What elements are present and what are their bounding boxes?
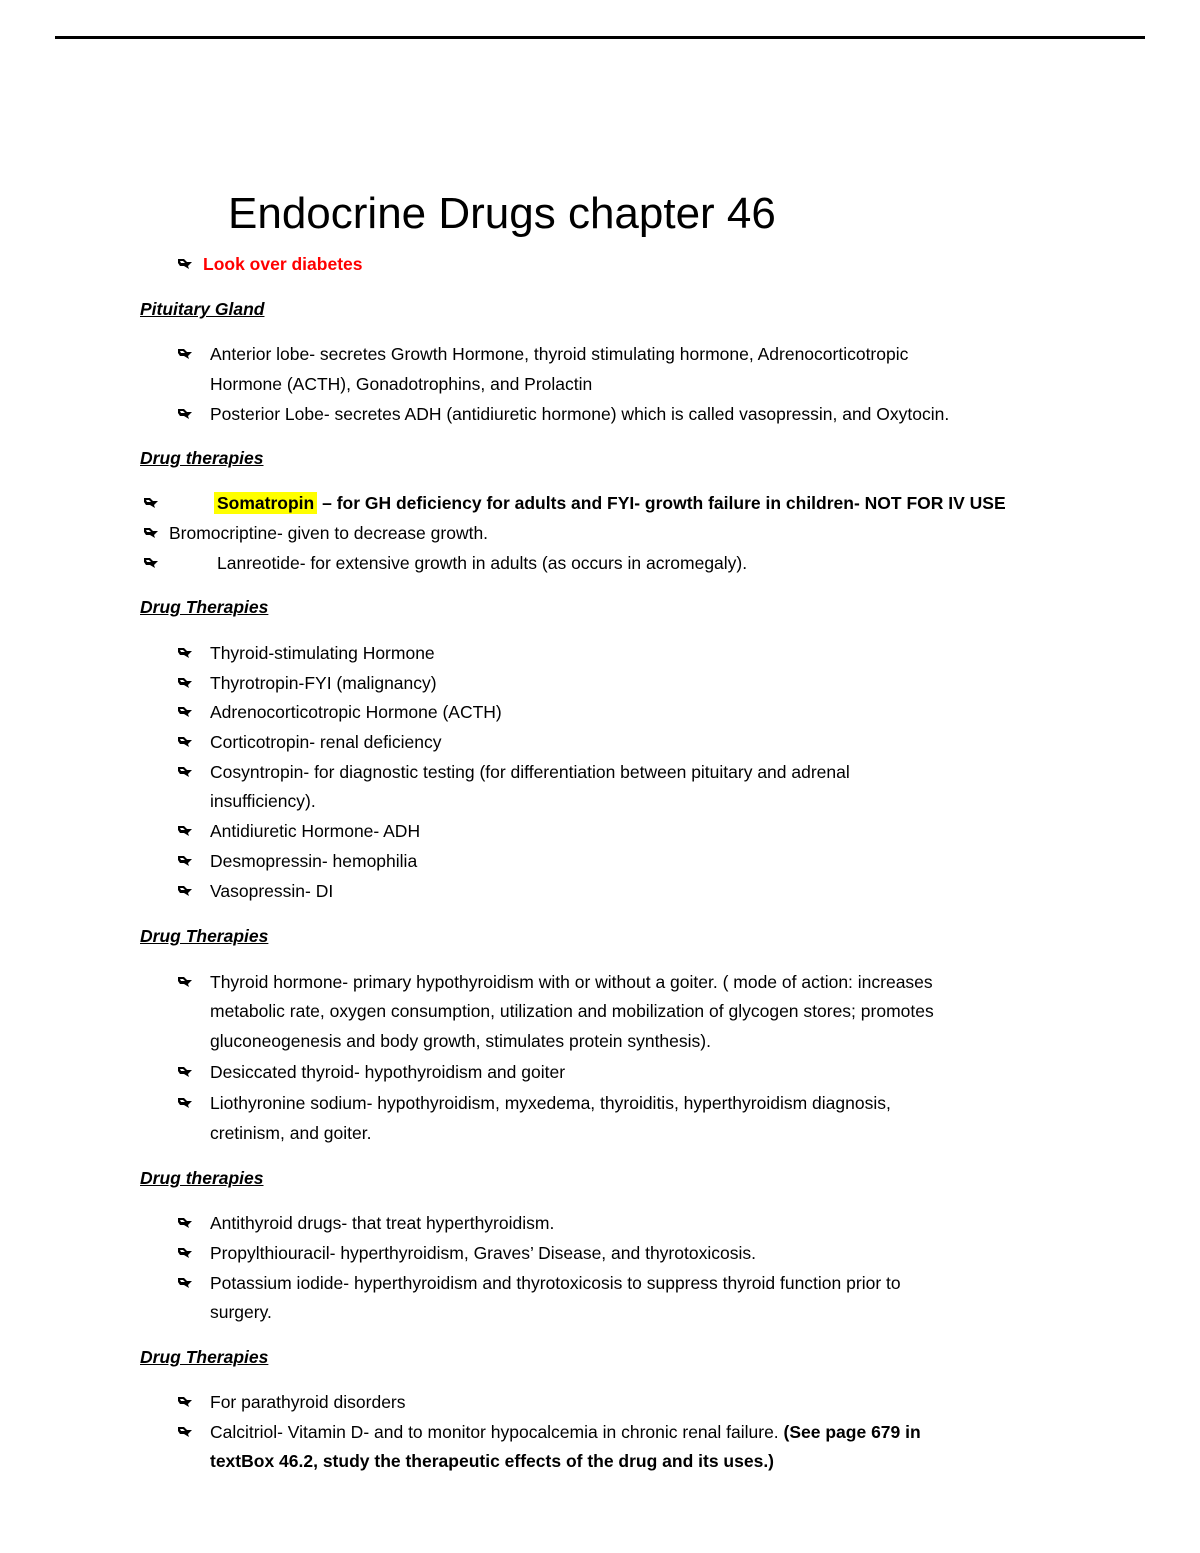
list-item: Vasopressin- DI	[210, 881, 334, 901]
list-item: Corticotropin- renal deficiency	[210, 732, 442, 752]
section-heading-pituitary: Pituitary Gland	[140, 299, 265, 319]
flag-arrow-icon	[177, 697, 197, 727]
flag-arrow-icon	[143, 488, 163, 518]
list-item: For parathyroid disorders	[210, 1392, 406, 1412]
section-heading-drug-therapies: Drug Therapies	[140, 926, 269, 946]
reminder-note: Look over diabetes	[203, 254, 363, 274]
flag-arrow-icon	[177, 1387, 197, 1417]
list-item-continuation: gluconeogenesis and body growth, stimulates protein synthesis).	[210, 1031, 711, 1051]
top-rule	[55, 36, 1145, 39]
list-item: Liothyronine sodium- hypothyroidism, myxedema, thyroiditis, hyperthyroidism diagnosis,	[210, 1093, 891, 1113]
flag-arrow-icon	[177, 876, 197, 906]
list-item-continuation: metabolic rate, oxygen consumption, utilization and mobilization of glycogen stores; promotes	[210, 1001, 934, 1021]
flag-arrow-icon	[177, 249, 197, 279]
list-item: Propylthiouracil- hyperthyroidism, Graves’ Disease, and thyrotoxicosis.	[210, 1243, 756, 1263]
list-item	[210, 1417, 921, 1447]
flag-arrow-icon	[177, 399, 197, 429]
list-item-continuation: Hormone (ACTH), Gonadotrophins, and Prolactin	[210, 374, 593, 394]
list-item: Potassium iodide- hyperthyroidism and thyrotoxicosis to suppress thyroid function prior to	[210, 1273, 901, 1293]
flag-arrow-icon	[177, 1088, 197, 1118]
flag-arrow-icon	[143, 518, 163, 548]
list-item: Cosyntropin- for diagnostic testing (for differentiation between pituitary and adrenal	[210, 762, 850, 782]
section-heading-drug-therapies: Drug therapies	[140, 448, 264, 468]
section-heading-drug-therapies: Drug therapies	[140, 1168, 264, 1188]
calcitriol-text: Calcitriol- Vitamin D- and to monitor hypocalcemia in chronic renal failure.	[210, 1422, 784, 1442]
flag-arrow-icon	[177, 668, 197, 698]
list-item-continuation: cretinism, and goiter.	[210, 1123, 372, 1143]
list-item-somatropin	[214, 488, 1006, 518]
list-item: Posterior Lobe- secretes ADH (antidiuretic hormone) which is called vasopressin, and Oxytocin.	[210, 404, 950, 424]
list-item: Desiccated thyroid- hypothyroidism and goiter	[210, 1062, 566, 1082]
list-item: Bromocriptine- given to decrease growth.	[169, 523, 489, 543]
section-heading-drug-therapies: Drug Therapies	[140, 1347, 269, 1367]
section-heading-drug-therapies: Drug Therapies	[140, 597, 269, 617]
list-item: Thyrotropin-FYI (malignancy)	[210, 673, 437, 693]
flag-arrow-icon	[177, 638, 197, 668]
highlighted-drug-name: Somatropin	[214, 492, 317, 514]
flag-arrow-icon	[177, 757, 197, 787]
flag-arrow-icon	[143, 548, 163, 578]
flag-arrow-icon	[177, 1268, 197, 1298]
flag-arrow-icon	[177, 339, 197, 369]
flag-arrow-icon	[177, 727, 197, 757]
list-item: Thyroid-stimulating Hormone	[210, 643, 435, 663]
document-title: Endocrine Drugs chapter 46	[228, 189, 776, 238]
list-item: Desmopressin- hemophilia	[210, 851, 418, 871]
list-item: Lanreotide- for extensive growth in adults (as occurs in acromegaly).	[217, 553, 748, 573]
list-item: Adrenocorticotropic Hormone (ACTH)	[210, 702, 502, 722]
somatropin-description: – for GH deficiency for adults and FYI- growth failure in children- NOT FOR IV USE	[317, 493, 1006, 513]
flag-arrow-icon	[177, 1057, 197, 1087]
list-item-continuation: surgery.	[210, 1302, 272, 1322]
flag-arrow-icon	[177, 1238, 197, 1268]
list-item-continuation: insufficiency).	[210, 791, 316, 811]
flag-arrow-icon	[177, 967, 197, 997]
flag-arrow-icon	[177, 846, 197, 876]
list-item: Anterior lobe- secretes Growth Hormone, thyroid stimulating hormone, Adrenocorticotropic	[210, 344, 909, 364]
list-item-continuation: textBox 46.2, study the therapeutic effects of the drug and its uses.)	[210, 1451, 775, 1471]
flag-arrow-icon	[177, 1208, 197, 1238]
flag-arrow-icon	[177, 816, 197, 846]
list-item: Antithyroid drugs- that treat hyperthyroidism.	[210, 1213, 555, 1233]
flag-arrow-icon	[177, 1417, 197, 1447]
list-item: Thyroid hormone- primary hypothyroidism with or without a goiter. ( mode of action: increases	[210, 972, 933, 992]
page-reference-note: (See page 679 in	[783, 1422, 921, 1442]
list-item: Antidiuretic Hormone- ADH	[210, 821, 421, 841]
